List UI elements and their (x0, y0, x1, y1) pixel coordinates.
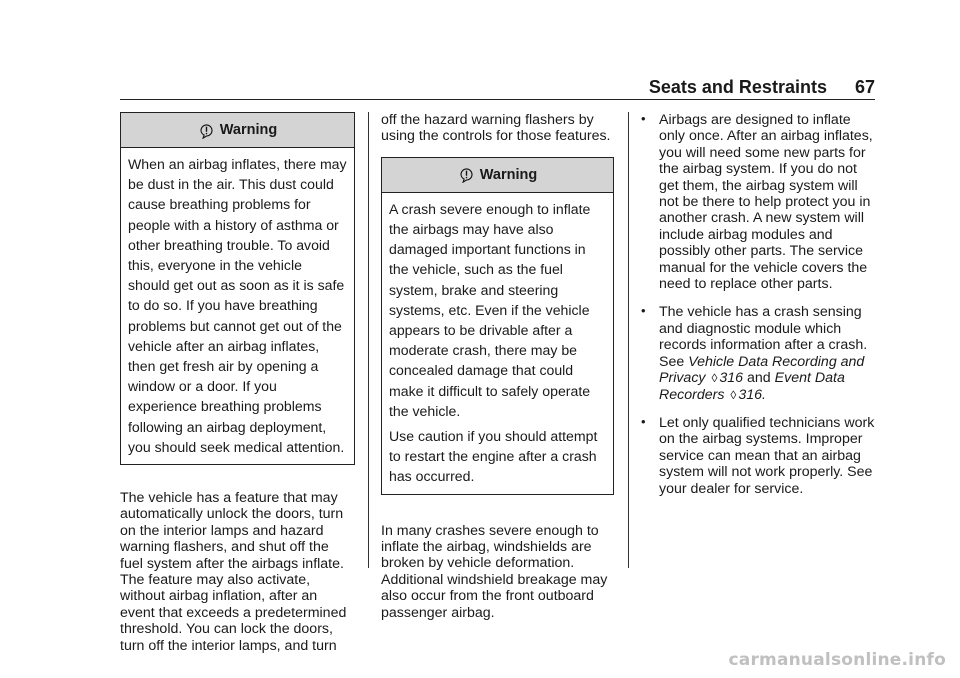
column-2 (381, 112, 614, 621)
cross-reference-link[interactable]: Event Data Recorders (659, 370, 845, 403)
cross-reference-link[interactable]: Vehicle Data Recording and Privacy (659, 353, 865, 387)
warning-header-2 (382, 158, 613, 193)
bullet-dot: • (641, 303, 646, 319)
warning-text-1: When an airbag inflates, there may be dust in the air. This dust could cause breathing problems for people with a history of asthma or other breathing trouble. To avoid this, everyone in the vehicle should get out as soon as it is safe to do so. If you have breathing problems but cannot get out of the vehicle after an airbag inflates, then get fresh air by opening a window or a door. If you experience breathing problems following an airbag deployment, you should seek medical attention. (128, 156, 347, 455)
page-reference-icon: ◊ (730, 387, 737, 402)
body-paragraph-1: The vehicle has a feature that may automatically unlock the doors, turn on the interior lamps and hazard warning flashers, and shut off the fuel system after the airbags inflate. The feature may also activate, without airbag inflation, after an event that exceeds a predetermined threshold. You can lock the doors, turn off the interior lamps, and turn (120, 490, 347, 654)
list-item (641, 304, 875, 402)
column-divider-1 (368, 112, 369, 568)
warning-icon (458, 166, 475, 183)
bullet-dot: • (641, 111, 646, 126)
list-item (641, 112, 875, 292)
column-divider-2 (628, 112, 629, 568)
continued-paragraph: off the hazard warning flashers by using the controls for those features. (381, 112, 611, 145)
watermark: carmanualsonline.info (728, 650, 946, 670)
bullet-dot: • (641, 413, 646, 429)
warning-icon (198, 122, 215, 139)
bullet-text-2: The vehicle has a crash sensing and diagnostic module which records information after a crash. See (659, 304, 868, 370)
warning-body-2 (382, 193, 613, 494)
column-1 (120, 112, 355, 654)
conjunction: and (747, 370, 771, 387)
cross-reference-page[interactable]: 316 (738, 386, 763, 403)
warning-box-2 (381, 157, 614, 495)
page-header (120, 70, 875, 98)
cross-reference-page[interactable]: 316 (719, 370, 744, 387)
list-item (641, 415, 875, 497)
page-number: 67 (854, 77, 875, 97)
warning-body-1 (121, 148, 354, 464)
page-reference-icon: ◊ (711, 371, 718, 386)
warning-header-1 (121, 113, 354, 148)
warning-box-1 (120, 112, 355, 465)
sentence-period: . (762, 386, 766, 403)
bullet-text-1: Airbags are designed to inflate only once. After an airbag inflates, you will need some new parts for the airbag system. If you do not get them, the airbag system will not be there to help protect you in another crash. A new system will include airbag modules and possibly other parts. The service manual for the vehicle covers the need to replace other parts. (659, 112, 873, 293)
warning-text-2a: A crash severe enough to inflate the airbags may have also damaged important functions in the vehicle, such as the fuel system, brake and steering systems, etc. Even if the vehicle appears to be drivable after a moderate crash, there may be concealed damage that could make it difficult to safely operate the vehicle. (389, 200, 591, 419)
section-title: Seats and Restraints (648, 77, 827, 97)
bullet-list (641, 112, 875, 497)
warning-text-2b: Use caution if you should attempt to restart the engine after a crash has occurred. (389, 428, 598, 485)
header-rule (120, 99, 875, 100)
warning-title-2: Warning (479, 166, 538, 183)
column-3 (641, 112, 875, 509)
warning-title-1: Warning (219, 121, 278, 138)
bullet-text-3: Let only qualified technicians work on the airbag systems. Improper service can mean that an airbag system will not work properly. See your dealer for service. (659, 414, 875, 497)
body-paragraph-2: In many crashes severe enough to inflate the airbag, windshields are broken by vehicle deformation. Additional windshield breakage may also occur from the front outboard passenger airbag. (381, 522, 608, 621)
